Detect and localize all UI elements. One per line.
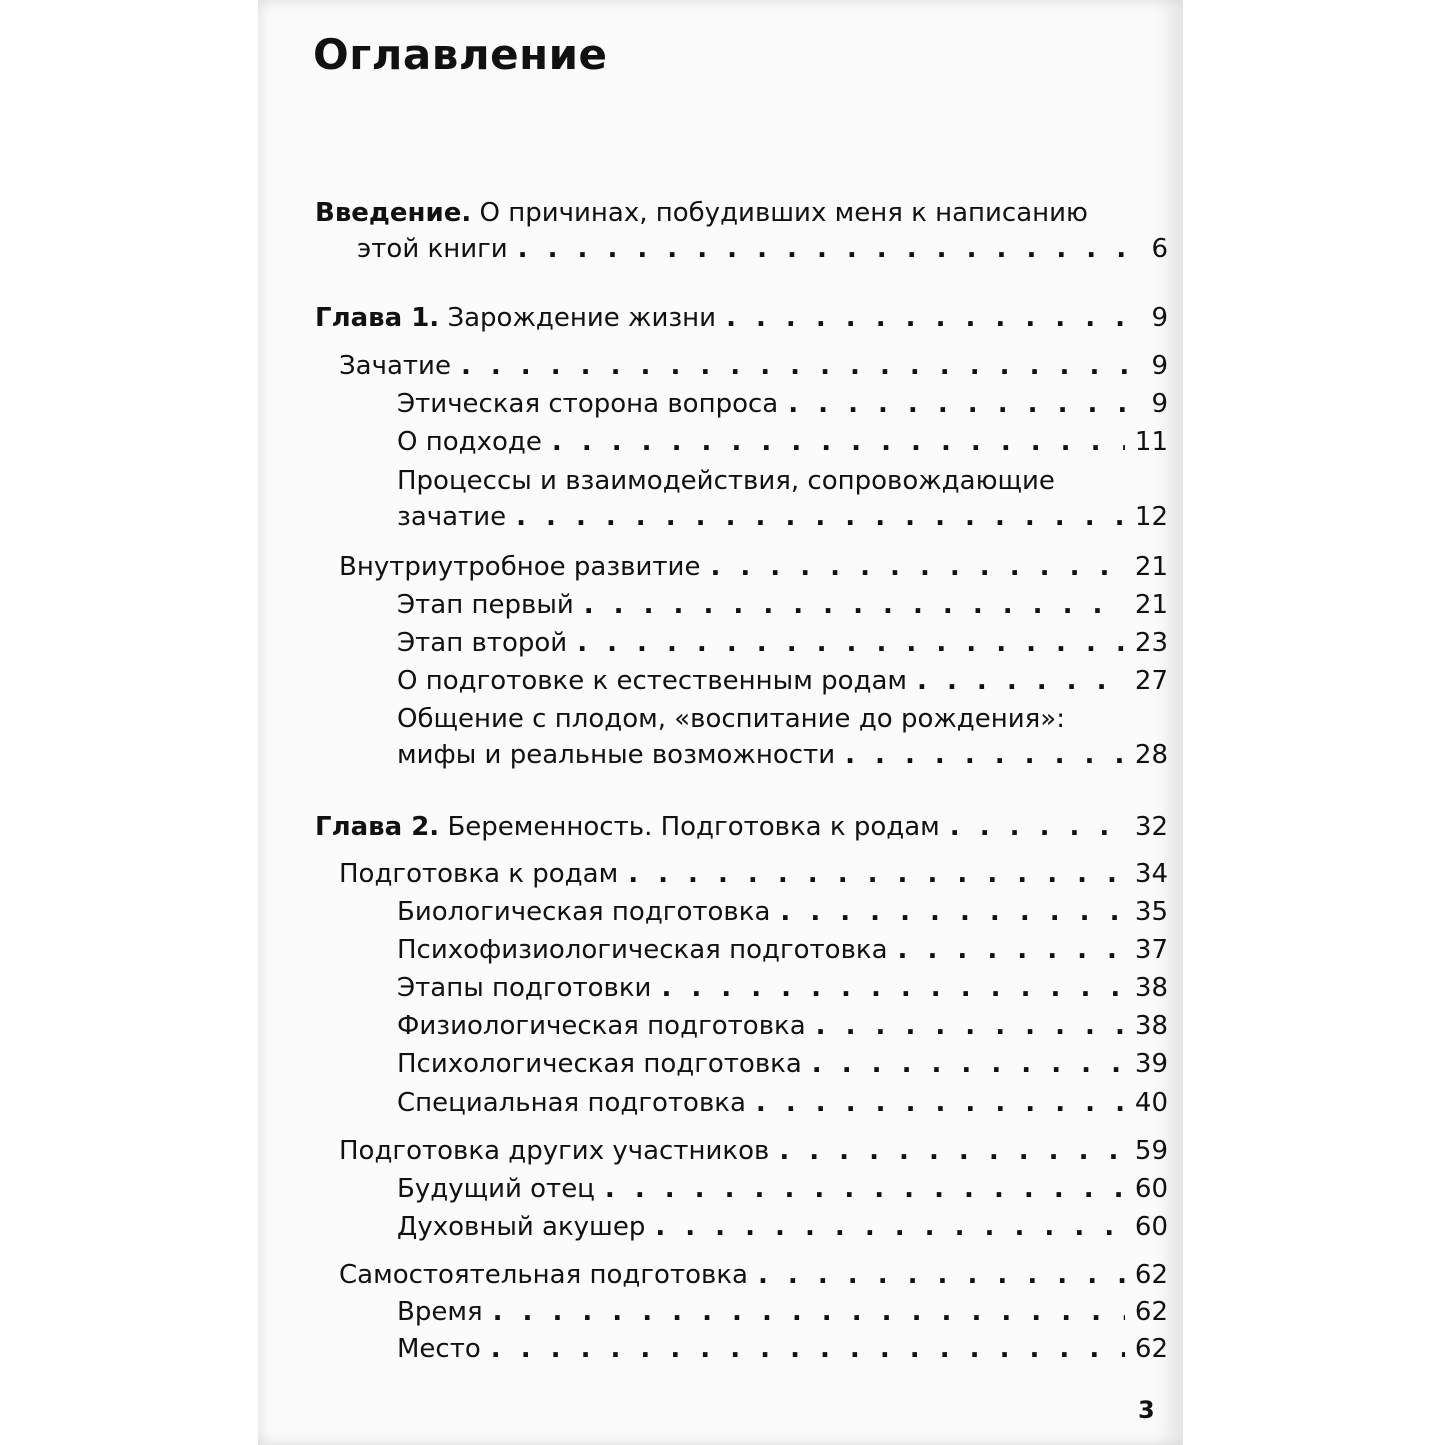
toc-entry bbox=[397, 1209, 1168, 1245]
toc-entry bbox=[397, 970, 1168, 1006]
toc-entry-text: Будущий отец bbox=[397, 1174, 595, 1204]
toc-entry-text: Внутриутробное развитие bbox=[339, 552, 701, 582]
toc-entry-text: Специальная подготовка bbox=[397, 1088, 746, 1118]
toc-entry-line bbox=[315, 195, 1168, 231]
toc-entry-line bbox=[397, 499, 1168, 535]
toc-entry-line bbox=[397, 1171, 1168, 1207]
toc-entry-chapter-1 bbox=[315, 300, 1168, 336]
toc-page-number: 6 bbox=[1151, 234, 1168, 264]
toc-entry-line bbox=[397, 386, 1168, 422]
toc-entry-text: О подходе bbox=[397, 427, 542, 457]
toc-entry-text: этой книги bbox=[357, 234, 508, 264]
page-title: Оглавление bbox=[313, 30, 608, 79]
toc-entry-text: Беременность. Подготовка к родам bbox=[447, 812, 940, 842]
toc-entry bbox=[339, 856, 1168, 892]
dot-leader bbox=[584, 587, 1125, 623]
toc-entry bbox=[397, 386, 1168, 422]
toc-entry-text: мифы и реальные возможности bbox=[397, 740, 836, 770]
toc-entry-line bbox=[397, 424, 1168, 460]
toc-entry-line bbox=[339, 1257, 1168, 1293]
toc-entry-line bbox=[397, 463, 1168, 499]
toc-page-number: 62 bbox=[1134, 1297, 1168, 1327]
toc-entry-introduction bbox=[315, 195, 1168, 267]
dot-leader bbox=[758, 1257, 1125, 1293]
folio-page-number: 3 bbox=[1138, 1396, 1155, 1424]
toc-entry-text: Зачатие bbox=[339, 351, 451, 381]
dot-leader bbox=[812, 1046, 1125, 1082]
toc-entry-line bbox=[397, 1209, 1168, 1245]
toc-entry bbox=[397, 1294, 1168, 1330]
toc-page-number: 34 bbox=[1134, 859, 1168, 889]
dot-leader bbox=[493, 1294, 1125, 1330]
toc-entry-text: О подготовке к естественным родам bbox=[397, 666, 908, 696]
toc-entry-text: Этап второй bbox=[397, 628, 568, 658]
toc-entry-text: Психологическая подготовка bbox=[397, 1049, 802, 1079]
dot-leader bbox=[845, 737, 1125, 773]
toc-entry-text: Место bbox=[397, 1334, 481, 1364]
toc-entry-label bbox=[315, 809, 940, 845]
dot-leader bbox=[816, 1008, 1125, 1044]
toc-entry-text: Биологическая подготовка bbox=[397, 897, 771, 927]
toc-entry bbox=[397, 932, 1168, 968]
toc-entry bbox=[397, 587, 1168, 623]
toc-entry-label bbox=[315, 300, 716, 336]
toc-entry-line bbox=[397, 1085, 1168, 1121]
dot-leader bbox=[756, 1085, 1125, 1121]
toc-entry-text: Подготовка других участников bbox=[339, 1136, 770, 1166]
toc-entry-text: Духовный акушер bbox=[397, 1212, 646, 1242]
toc-entry-text: О причинах, побудивших меня к написанию bbox=[479, 198, 1088, 228]
toc-entry-text: Психофизиологическая подготовка bbox=[397, 935, 888, 965]
toc-entry-line bbox=[315, 300, 1168, 336]
toc-entry-line bbox=[397, 1008, 1168, 1044]
toc-entry-line bbox=[397, 1046, 1168, 1082]
toc-entry-text: Подготовка к родам bbox=[339, 859, 619, 889]
toc-entry-text: Общение с плодом, «воспитание до рождения»: bbox=[397, 704, 1065, 734]
dot-leader bbox=[950, 809, 1125, 845]
toc-entry bbox=[397, 701, 1168, 773]
toc-entry bbox=[339, 549, 1168, 585]
toc-entry-line bbox=[339, 348, 1168, 384]
toc-entry-line bbox=[315, 231, 1168, 267]
toc-entry-line bbox=[397, 625, 1168, 661]
toc-page-number: 9 bbox=[1151, 389, 1168, 419]
toc-entry-text: Процессы и взаимодействия, сопровождающие bbox=[397, 466, 1055, 496]
toc-page-number: 62 bbox=[1134, 1260, 1168, 1290]
toc-entry bbox=[397, 894, 1168, 930]
dot-leader bbox=[917, 663, 1125, 699]
toc-entry bbox=[397, 1085, 1168, 1121]
dot-leader bbox=[780, 894, 1125, 930]
dot-leader bbox=[552, 424, 1125, 460]
toc-page-number: 35 bbox=[1134, 897, 1168, 927]
toc-entry bbox=[397, 1008, 1168, 1044]
toc-page-number: 39 bbox=[1134, 1049, 1168, 1079]
toc-entry-line bbox=[397, 970, 1168, 1006]
toc-entry-text: Этапы подготовки bbox=[397, 973, 652, 1003]
toc-page-number: 37 bbox=[1134, 935, 1168, 965]
toc-entry bbox=[397, 424, 1168, 460]
toc-entry-line bbox=[397, 737, 1168, 773]
toc-entry-text: Зарождение жизни bbox=[447, 303, 717, 333]
toc-entry-line bbox=[339, 1133, 1168, 1169]
toc-entry bbox=[339, 1133, 1168, 1169]
toc-entry-line bbox=[339, 856, 1168, 892]
toc-page-number: 62 bbox=[1134, 1334, 1168, 1364]
dot-leader bbox=[779, 1133, 1125, 1169]
dot-leader bbox=[516, 499, 1125, 535]
toc-page-number: 21 bbox=[1134, 552, 1168, 582]
toc-page-number: 21 bbox=[1134, 590, 1168, 620]
toc-entry-line bbox=[397, 663, 1168, 699]
toc-entry bbox=[397, 1171, 1168, 1207]
toc-page-number: 12 bbox=[1134, 502, 1168, 532]
toc-entry-chapter-2 bbox=[315, 809, 1168, 845]
toc-entry-text: зачатие bbox=[397, 502, 507, 532]
dot-leader bbox=[655, 1209, 1125, 1245]
toc-entry bbox=[397, 1046, 1168, 1082]
dot-leader bbox=[461, 348, 1142, 384]
toc-page-number: 60 bbox=[1134, 1212, 1168, 1242]
toc-page-number: 27 bbox=[1134, 666, 1168, 696]
toc-entry bbox=[397, 625, 1168, 661]
toc-entry-label bbox=[315, 195, 1088, 231]
toc-page-number: 59 bbox=[1134, 1136, 1168, 1166]
dot-leader bbox=[577, 625, 1125, 661]
toc-entry-text: Физиологическая подготовка bbox=[397, 1011, 806, 1041]
dot-leader bbox=[726, 300, 1141, 336]
dot-leader bbox=[491, 1331, 1125, 1367]
toc-entry-prefix: Глава 2. bbox=[315, 812, 440, 842]
dot-leader bbox=[898, 932, 1125, 968]
toc-entry-text: Этап первый bbox=[397, 590, 574, 620]
toc-entry bbox=[339, 1257, 1168, 1293]
toc-entry bbox=[397, 1331, 1168, 1367]
toc-page-number: 38 bbox=[1134, 1011, 1168, 1041]
toc-entry-line bbox=[339, 549, 1168, 585]
toc-page-number: 60 bbox=[1134, 1174, 1168, 1204]
dot-leader bbox=[788, 386, 1141, 422]
toc-entry bbox=[397, 463, 1168, 535]
toc-page-number: 40 bbox=[1134, 1088, 1168, 1118]
toc-entry-line bbox=[397, 1294, 1168, 1330]
dot-leader bbox=[661, 970, 1124, 1006]
dot-leader bbox=[605, 1171, 1125, 1207]
toc-entry-line bbox=[397, 701, 1168, 737]
toc-page-number: 23 bbox=[1134, 628, 1168, 658]
toc-entry-line bbox=[315, 809, 1168, 845]
toc-entry-line bbox=[397, 932, 1168, 968]
toc-page-number: 11 bbox=[1134, 427, 1168, 457]
dot-leader bbox=[710, 549, 1124, 585]
toc-entry-prefix: Глава 1. bbox=[315, 303, 440, 333]
toc-entry-text: Самостоятельная подготовка bbox=[339, 1260, 748, 1290]
toc-entry-line bbox=[397, 1331, 1168, 1367]
toc-page-number: 28 bbox=[1134, 740, 1168, 770]
toc-entry-text: Этическая сторона вопроса bbox=[397, 389, 779, 419]
toc-page-number: 38 bbox=[1134, 973, 1168, 1003]
toc-entry-text: Время bbox=[397, 1297, 483, 1327]
toc-page-number: 9 bbox=[1151, 303, 1168, 333]
toc-entry bbox=[339, 348, 1168, 384]
toc-page-number: 9 bbox=[1151, 351, 1168, 381]
dot-leader bbox=[628, 856, 1125, 892]
toc-entry-line bbox=[397, 587, 1168, 623]
toc-entry-line bbox=[397, 894, 1168, 930]
toc-page-number: 32 bbox=[1134, 812, 1168, 842]
dot-leader bbox=[518, 231, 1142, 267]
toc-entry-prefix: Введение. bbox=[315, 198, 472, 228]
toc-entry bbox=[397, 663, 1168, 699]
